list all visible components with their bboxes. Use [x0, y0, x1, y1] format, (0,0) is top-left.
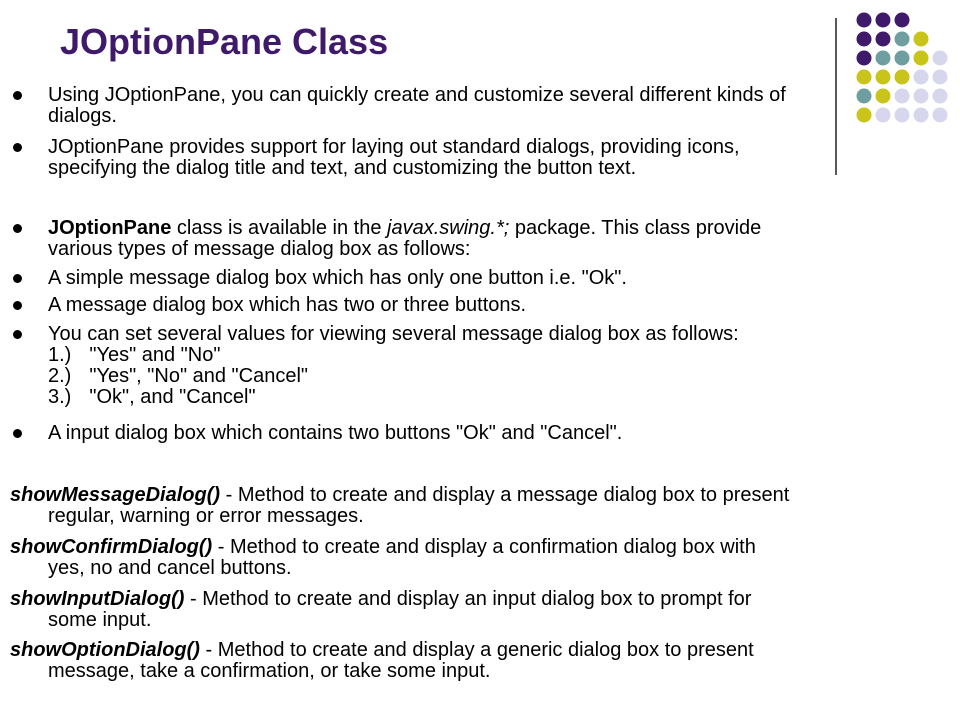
decorative-dot: [857, 51, 872, 66]
bullet-quick-create: Using JOptionPane, you can quickly create and customize several different kinds of dialogs.: [48, 85, 938, 127]
bullet-set-values: You can set several values for viewing several message dialog box as follows: 1.) "Yes" and "No" 2.) "Yes", "No" and "Cancel" 3.) "Ok", and "Cancel": [48, 324, 938, 408]
bullet-two-buttons: A message dialog box which has two or three buttons.: [48, 295, 938, 316]
method-show-input-dialog: showInputDialog() - Method to create and display an input dialog box to prompt for some input.: [10, 588, 752, 631]
slide-title: JOptionPane Class: [60, 21, 389, 62]
method-name: showConfirmDialog(): [10, 536, 213, 558]
decorative-dot: [914, 51, 929, 66]
bullet-simple-dialog: A simple message dialog box which has only one button i.e. "Ok".: [48, 268, 938, 289]
option-line: 1.) "Yes" and "No": [48, 344, 221, 366]
decorative-dot: [914, 32, 929, 47]
option-line: 3.) "Ok", and "Cancel": [48, 386, 256, 408]
method-show-message-dialog: showMessageDialog() - Method to create and display a message dialog box to present regular, warning or error messages.: [10, 484, 790, 527]
bullet-class-available: JOptionPane class is available in the javax.swing.*; package. This class provide various types of message dialog box as follows:: [48, 218, 938, 260]
method-name: showMessageDialog(): [10, 484, 221, 506]
decorative-dot: [895, 51, 910, 66]
decorative-dot: [857, 13, 872, 28]
decorative-dot: [876, 32, 891, 47]
method-name: showOptionDialog(): [10, 639, 200, 661]
package-name: javax.swing.*;: [387, 217, 510, 239]
option-line: 2.) "Yes", "No" and "Cancel": [48, 365, 308, 387]
method-show-confirm-dialog: showConfirmDialog() - Method to create and display a confirmation dialog box with yes, no and cancel buttons.: [10, 536, 756, 579]
bullet-input-dialog: A input dialog box which contains two buttons "Ok" and "Cancel".: [48, 423, 938, 444]
decorative-dot: [895, 70, 910, 85]
bullet-standard-dialogs: JOptionPane provides support for laying out standard dialogs, providing icons, specifying the dialog title and text, and customizing the button text.: [48, 137, 938, 179]
decorative-dot: [933, 70, 948, 85]
class-name: JOptionPane: [48, 217, 172, 239]
decorative-dot: [933, 51, 948, 66]
decorative-dot: [876, 51, 891, 66]
decorative-dot: [914, 70, 929, 85]
decorative-dot: [895, 32, 910, 47]
decorative-dot: [876, 70, 891, 85]
decorative-dot: [857, 32, 872, 47]
decorative-dot: [895, 13, 910, 28]
decorative-dot: [876, 13, 891, 28]
method-show-option-dialog: showOptionDialog() - Method to create and display a generic dialog box to present message, take a confirmation, or take some input.: [10, 639, 754, 682]
decorative-dot: [857, 70, 872, 85]
method-name: showInputDialog(): [10, 588, 185, 610]
